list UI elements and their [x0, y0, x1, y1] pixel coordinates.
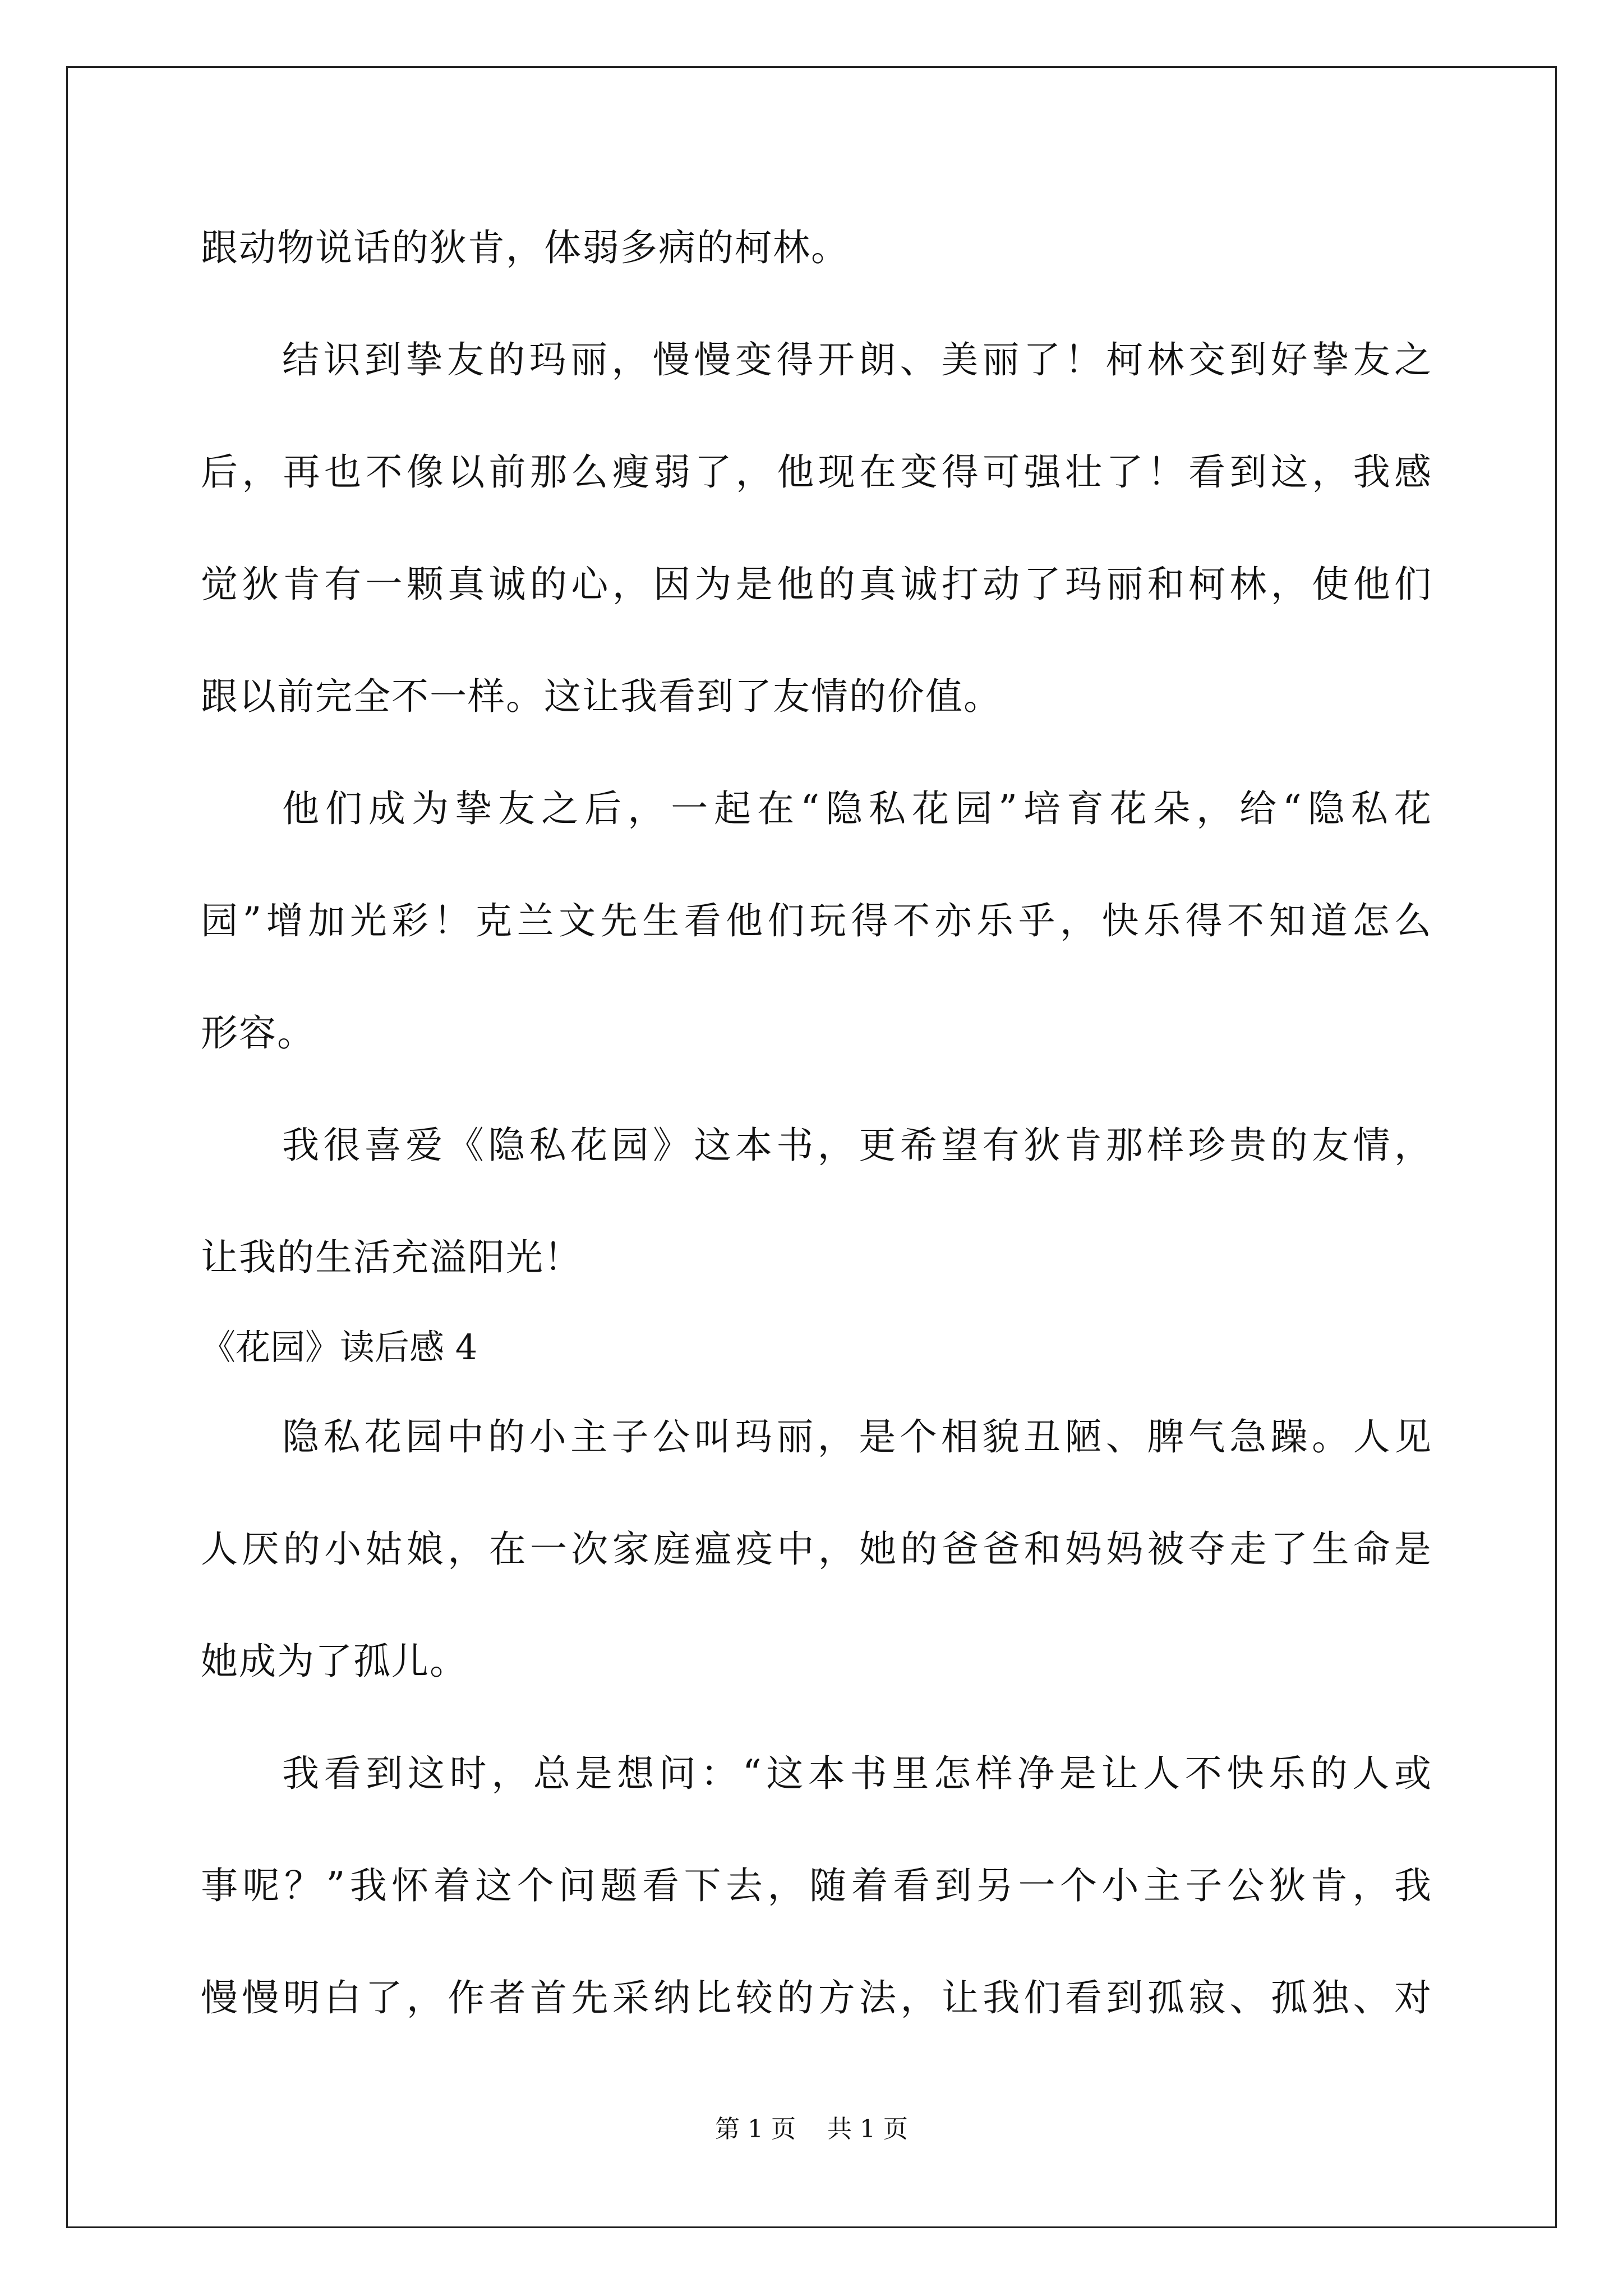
text-line: 我看到这时，总是想问：“这本书里怎样净是让人不快乐的人或 — [282, 1752, 1432, 1795]
text-line: 隐私花园中的小主子公叫玛丽，是个相貌丑陋、脾气急躁。人见 — [282, 1415, 1432, 1458]
text-line: 跟动物说话的狄肯，体弱多病的柯林。 — [201, 226, 849, 269]
text-line: 形容。 — [201, 1011, 315, 1055]
section-heading: 《花园》读后感 4 — [201, 1327, 478, 1368]
text-line: 让我的生活充溢阳光！ — [201, 1236, 582, 1279]
text-line: 跟以前完全不一样。这让我看到了友情的价值。 — [201, 675, 1002, 718]
text-line: 事呢？”我怀着这个问题看下去，随着看到另一个小主子公狄肯，我 — [201, 1864, 1432, 1907]
text-line: 结识到挚友的玛丽，慢慢变得开朗、美丽了！柯林交到好挚友之 — [282, 338, 1432, 381]
page-number-footer: 第 1 页 共 1 页 — [715, 2115, 908, 2143]
text-line: 园”增加光彩！克兰文先生看他们玩得不亦乐乎，快乐得不知道怎么 — [201, 899, 1432, 942]
text-line: 我很喜爱《隐私花园》这本书，更希望有狄肯那样珍贵的友情， — [282, 1124, 1432, 1167]
text-line: 他们成为挚友之后，一起在“隐私花园”培育花朵，给“隐私花 — [282, 787, 1432, 830]
text-line: 后，再也不像以前那么瘦弱了，他现在变得可强壮了！看到这，我感 — [201, 450, 1432, 494]
text-line: 她成为了孤儿。 — [201, 1640, 468, 1683]
text-line: 慢慢明白了，作者首先采纳比较的方法，让我们看到孤寂、孤独、对 — [201, 1976, 1432, 2019]
text-line: 人厌的小姑娘，在一次家庭瘟疫中，她的爸爸和妈妈被夺走了生命是 — [201, 1527, 1432, 1571]
text-line: 觉狄肯有一颗真诚的心，因为是他的真诚打动了玛丽和柯林，使他们 — [201, 563, 1432, 606]
